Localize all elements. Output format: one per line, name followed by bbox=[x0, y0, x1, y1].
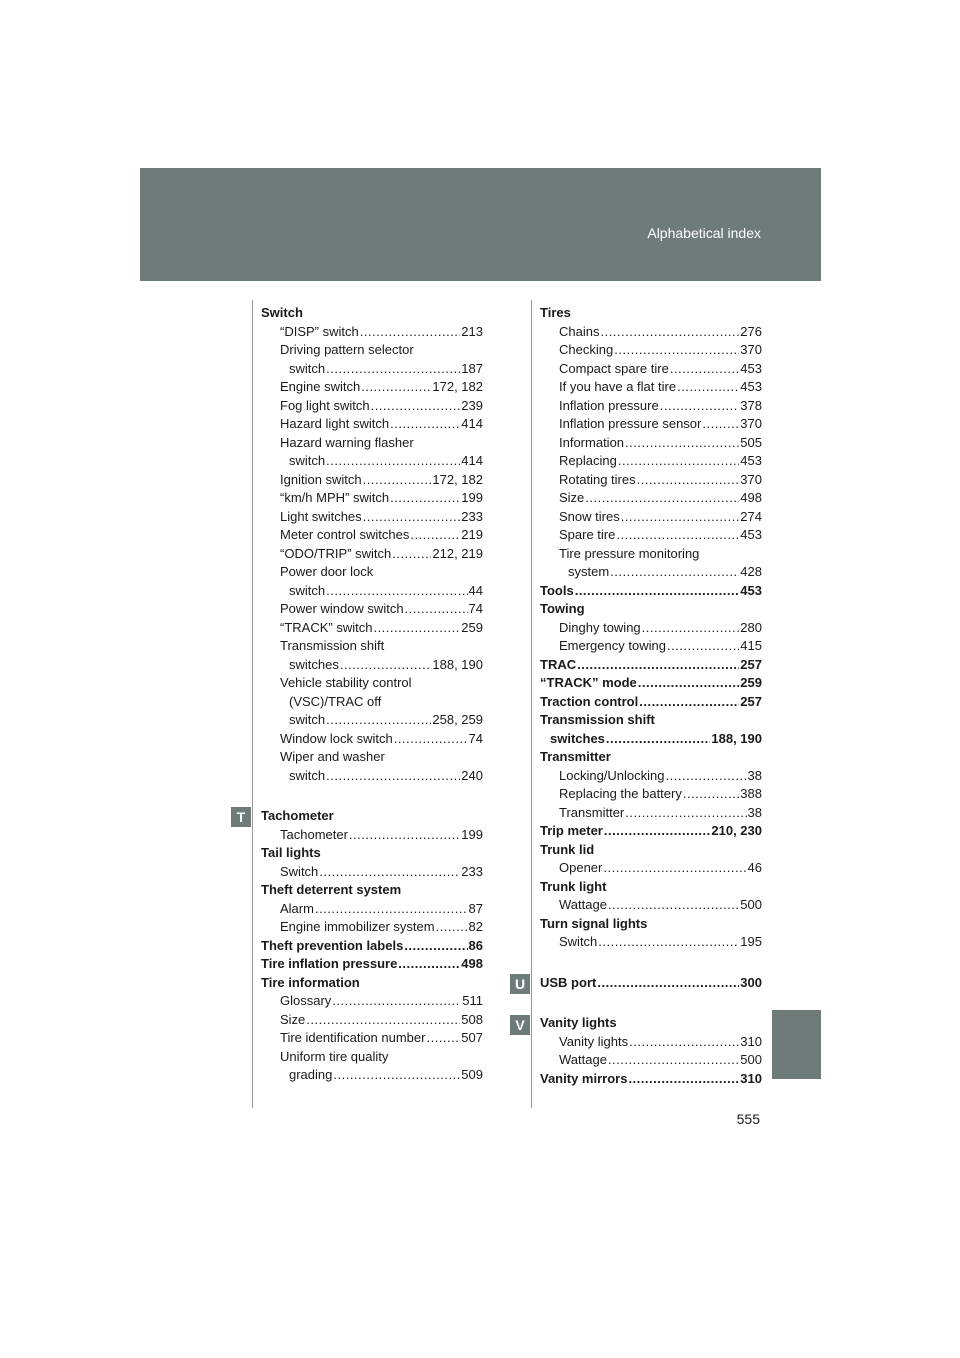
index-entry bbox=[261, 1048, 483, 1067]
dot-leader bbox=[629, 1033, 739, 1052]
index-entry-label: Snow tires bbox=[559, 508, 620, 524]
index-entry-label: “DISP” switch bbox=[280, 323, 359, 339]
index-entry bbox=[261, 674, 483, 693]
dot-leader bbox=[326, 582, 467, 601]
index-entry-label: Alarm bbox=[280, 900, 314, 916]
index-entry-label: Tire identification number bbox=[280, 1030, 426, 1045]
dot-leader bbox=[577, 656, 739, 675]
dot-leader bbox=[628, 1070, 739, 1089]
index-entry-label: Trip meter bbox=[540, 823, 603, 838]
index-entry bbox=[261, 619, 483, 638]
index-entry-label: Wattage bbox=[559, 897, 607, 912]
index-entry-page: 500 bbox=[740, 897, 762, 912]
dot-leader bbox=[575, 582, 740, 601]
index-entry-label: Window lock switch bbox=[280, 730, 393, 746]
letter-marker-t: T bbox=[231, 807, 251, 827]
index-entry-label: Hazard warning flasher bbox=[280, 434, 414, 450]
index-entry-label: Tail lights bbox=[261, 845, 321, 860]
index-entry bbox=[261, 844, 483, 863]
dot-leader bbox=[436, 918, 468, 937]
index-entry-page: 453 bbox=[740, 582, 762, 598]
dot-leader bbox=[373, 619, 460, 638]
index-entry bbox=[540, 915, 762, 934]
dot-leader bbox=[642, 619, 740, 638]
index-entry bbox=[261, 992, 483, 1011]
index-entry bbox=[261, 489, 483, 508]
index-entry-label: Switch bbox=[261, 305, 303, 320]
index-entry bbox=[540, 452, 762, 471]
index-entry-label: Replacing bbox=[559, 453, 617, 468]
dot-leader bbox=[410, 526, 460, 545]
index-entry-page: 274 bbox=[740, 508, 762, 524]
dot-leader bbox=[625, 804, 746, 823]
index-entry-label: Emergency towing bbox=[559, 638, 666, 653]
index-entry bbox=[261, 863, 483, 882]
dot-leader bbox=[405, 600, 468, 619]
index-entry-label: Theft prevention labels bbox=[261, 937, 404, 953]
page-header-band bbox=[140, 168, 821, 281]
index-entry bbox=[261, 1066, 483, 1085]
index-entry bbox=[540, 822, 762, 841]
index-entry bbox=[261, 918, 483, 937]
index-entry-page: 507 bbox=[461, 1030, 483, 1045]
index-entry bbox=[261, 900, 483, 919]
index-entry-page: 44 bbox=[468, 582, 483, 598]
left-column-rule bbox=[252, 300, 253, 1108]
middle-column-rule bbox=[531, 300, 532, 1108]
dot-leader bbox=[702, 415, 739, 434]
index-entry-label: Locking/Unlocking bbox=[559, 767, 665, 783]
index-entry-label: Transmission shift bbox=[280, 638, 385, 653]
dot-leader bbox=[637, 471, 740, 490]
index-entry-label: Dinghy towing bbox=[559, 619, 641, 635]
index-entry bbox=[540, 508, 762, 527]
index-entry-label: Tires bbox=[540, 305, 571, 320]
index-entry-page: 498 bbox=[461, 956, 483, 971]
dot-leader bbox=[608, 1051, 739, 1070]
index-entry-page: 38 bbox=[747, 767, 762, 783]
dot-leader bbox=[319, 863, 460, 882]
index-entry-label: Vanity lights bbox=[540, 1015, 617, 1030]
index-entry-label: Ignition switch bbox=[280, 471, 362, 487]
index-entry-label: Tachometer bbox=[261, 808, 334, 823]
dot-leader bbox=[332, 992, 461, 1011]
index-entry-page: 240 bbox=[461, 767, 483, 783]
index-entry-page: 453 bbox=[740, 360, 762, 376]
index-entry-page: 310 bbox=[740, 1033, 762, 1049]
index-entry-label: TRAC bbox=[540, 656, 577, 672]
dot-leader bbox=[315, 900, 468, 919]
index-entry bbox=[540, 896, 762, 915]
index-entry-page: 212, 219 bbox=[432, 545, 483, 561]
index-entry-label: Transmitter bbox=[559, 804, 625, 820]
index-entry-label: Tire pressure monitoring bbox=[559, 545, 700, 561]
dot-leader bbox=[426, 1029, 460, 1048]
dot-leader bbox=[683, 785, 739, 804]
index-entry bbox=[261, 545, 483, 564]
index-entry-label: Opener bbox=[559, 860, 603, 875]
index-entry-label: Tools bbox=[540, 582, 574, 598]
index-entry-page: 280 bbox=[740, 619, 762, 635]
index-entry bbox=[540, 637, 762, 656]
index-entry bbox=[540, 619, 762, 638]
index-entry-label: switches bbox=[289, 656, 339, 672]
index-entry-label: “ODO/TRIP” switch bbox=[280, 545, 392, 561]
dot-leader bbox=[597, 974, 739, 993]
index-entry bbox=[540, 841, 762, 860]
index-entry bbox=[540, 933, 762, 952]
index-entry-label: Meter control switches bbox=[280, 527, 410, 542]
index-entry bbox=[261, 826, 483, 845]
index-entry bbox=[261, 563, 483, 582]
dot-leader bbox=[306, 1011, 460, 1030]
index-entry-label: Chains bbox=[559, 323, 600, 339]
index-entry bbox=[540, 471, 762, 490]
dot-leader bbox=[666, 767, 747, 786]
index-entry bbox=[540, 323, 762, 342]
index-entry-label: Compact spare tire bbox=[559, 360, 669, 376]
index-entry-label: Switch bbox=[559, 934, 598, 949]
index-entry-page: 453 bbox=[740, 527, 762, 542]
index-entry bbox=[261, 1029, 483, 1048]
index-entry-page: 188, 190 bbox=[432, 656, 483, 672]
index-entry bbox=[261, 471, 483, 490]
dot-leader bbox=[326, 360, 460, 379]
index-entry bbox=[261, 452, 483, 471]
index-entry-page: 257 bbox=[740, 656, 762, 672]
dot-leader bbox=[677, 378, 739, 397]
dot-leader bbox=[608, 896, 739, 915]
index-entry-label: grading bbox=[289, 1067, 333, 1082]
dot-leader bbox=[340, 656, 432, 675]
index-entry bbox=[261, 508, 483, 527]
dot-leader bbox=[404, 937, 467, 956]
dot-leader bbox=[398, 955, 460, 974]
index-entry bbox=[540, 1051, 762, 1070]
index-entry bbox=[540, 674, 762, 693]
index-entry bbox=[261, 637, 483, 656]
dot-leader bbox=[333, 1066, 460, 1085]
index-entry-page: 219 bbox=[461, 527, 483, 542]
index-entry-label: Transmission shift bbox=[540, 712, 655, 727]
dot-leader bbox=[394, 730, 468, 749]
dot-leader bbox=[660, 397, 740, 416]
index-entry-label: Vanity lights bbox=[559, 1033, 629, 1049]
letter-marker-v: V bbox=[510, 1015, 530, 1035]
index-entry bbox=[540, 415, 762, 434]
index-entry-label: Spare tire bbox=[559, 527, 616, 542]
dot-leader bbox=[360, 323, 461, 342]
index-entry-label: Transmitter bbox=[540, 749, 611, 764]
index-entry-label: Vehicle stability control bbox=[280, 675, 412, 690]
dot-leader bbox=[326, 452, 460, 471]
index-entry bbox=[540, 378, 762, 397]
index-entry-page: 239 bbox=[461, 397, 483, 413]
index-entry-label: Uniform tire quality bbox=[280, 1048, 389, 1064]
index-entry-label: Fog light switch bbox=[280, 397, 370, 413]
index-entry bbox=[540, 1014, 762, 1033]
index-entry bbox=[261, 434, 483, 453]
index-entry bbox=[540, 693, 762, 712]
index-entry bbox=[261, 656, 483, 675]
index-entry bbox=[261, 341, 483, 360]
index-entry-label: Power window switch bbox=[280, 601, 404, 616]
index-entry bbox=[261, 730, 483, 749]
index-entry-page: 453 bbox=[740, 453, 762, 468]
index-entry-page: 428 bbox=[740, 564, 762, 579]
index-entry-page: 172, 182 bbox=[432, 379, 483, 394]
index-entry-label: Engine immobilizer system bbox=[280, 919, 435, 934]
index-entry bbox=[540, 600, 762, 619]
index-entry-page: 199 bbox=[461, 826, 483, 842]
index-entry-label: switch bbox=[289, 582, 326, 598]
index-entry-page: 187 bbox=[461, 360, 483, 376]
index-column-left bbox=[261, 304, 483, 1085]
dot-leader bbox=[326, 767, 460, 786]
index-entry bbox=[540, 1070, 762, 1089]
index-entry-label: Inflation pressure sensor bbox=[559, 416, 702, 431]
letter-marker-u: U bbox=[510, 974, 530, 994]
dot-leader bbox=[361, 378, 431, 397]
dot-leader bbox=[639, 693, 739, 712]
index-entry-label: Vanity mirrors bbox=[540, 1070, 628, 1086]
page-number: 555 bbox=[736, 1111, 760, 1127]
index-entry bbox=[261, 767, 483, 786]
index-entry bbox=[540, 341, 762, 360]
index-entry-page: 414 bbox=[461, 416, 483, 431]
index-entry-page: 388 bbox=[740, 786, 762, 801]
index-entry bbox=[261, 881, 483, 900]
index-entry-label: Inflation pressure bbox=[559, 397, 659, 413]
index-entry-page: 276 bbox=[740, 323, 762, 339]
index-entry bbox=[261, 711, 483, 730]
index-entry bbox=[540, 434, 762, 453]
index-entry bbox=[540, 582, 762, 601]
index-entry-label: Power door lock bbox=[280, 564, 374, 579]
index-entry bbox=[540, 360, 762, 379]
index-entry-page: 195 bbox=[740, 934, 762, 949]
index-entry-label: switches bbox=[550, 730, 605, 746]
dot-leader bbox=[363, 471, 432, 490]
index-entry bbox=[261, 974, 483, 993]
index-entry-label: Trunk lid bbox=[540, 841, 595, 857]
index-entry-label: Light switches bbox=[280, 508, 362, 524]
index-entry bbox=[540, 1033, 762, 1052]
index-entry-label: Checking bbox=[559, 342, 614, 357]
index-entry-page: 38 bbox=[747, 804, 762, 820]
index-entry bbox=[261, 693, 483, 712]
index-entry-page: 500 bbox=[740, 1052, 762, 1067]
index-entry bbox=[261, 807, 483, 826]
index-entry-label: (VSC)/TRAC off bbox=[289, 693, 382, 709]
index-entry-page: 259 bbox=[461, 619, 483, 635]
index-entry-label: Hazard light switch bbox=[280, 416, 390, 431]
index-entry-page: 511 bbox=[462, 993, 483, 1008]
index-entry-page: 172, 182 bbox=[432, 471, 483, 487]
index-entry-label: switch bbox=[289, 767, 326, 783]
index-entry-label: “TRACK” switch bbox=[280, 619, 373, 635]
index-entry bbox=[540, 804, 762, 823]
dot-leader bbox=[638, 674, 740, 693]
index-entry-page: 46 bbox=[747, 860, 762, 875]
index-entry-page: 414 bbox=[461, 453, 483, 468]
index-entry-label: Switch bbox=[280, 863, 319, 879]
index-entry-label: Tire inflation pressure bbox=[261, 956, 398, 971]
index-entry-label: switch bbox=[289, 712, 326, 727]
dot-leader bbox=[363, 508, 461, 527]
index-entry bbox=[261, 955, 483, 974]
index-entry-page: 86 bbox=[468, 937, 483, 953]
dot-leader bbox=[618, 452, 739, 471]
dot-leader bbox=[326, 711, 431, 730]
index-entry bbox=[261, 304, 483, 323]
index-entry bbox=[261, 937, 483, 956]
dot-leader bbox=[598, 933, 739, 952]
dot-leader bbox=[585, 489, 739, 508]
dot-leader bbox=[604, 822, 711, 841]
dot-leader bbox=[616, 526, 739, 545]
index-entry-label: Engine switch bbox=[280, 379, 361, 394]
index-entry-label: Traction control bbox=[540, 693, 639, 709]
index-entry-label: Size bbox=[280, 1011, 306, 1027]
index-entry-page: 87 bbox=[468, 900, 483, 916]
index-entry bbox=[540, 767, 762, 786]
index-entry bbox=[261, 378, 483, 397]
index-entry bbox=[261, 600, 483, 619]
index-entry-label: Theft deterrent system bbox=[261, 882, 402, 897]
index-entry-page: 233 bbox=[461, 863, 483, 879]
index-entry-page: 74 bbox=[468, 601, 483, 616]
dot-leader bbox=[600, 323, 739, 342]
index-entry-label: Glossary bbox=[280, 993, 332, 1008]
index-entry-page: 370 bbox=[740, 342, 762, 357]
index-entry bbox=[261, 526, 483, 545]
index-entry-page: 82 bbox=[468, 919, 483, 934]
index-entry bbox=[540, 859, 762, 878]
index-entry bbox=[540, 730, 762, 749]
index-entry-label: Turn signal lights bbox=[540, 915, 648, 931]
index-column-right bbox=[540, 304, 762, 1088]
index-entry-page: 258, 259 bbox=[432, 712, 483, 727]
index-entry bbox=[261, 1011, 483, 1030]
index-entry bbox=[540, 489, 762, 508]
index-entry bbox=[540, 304, 762, 323]
header-title: Alphabetical index bbox=[647, 225, 761, 241]
dot-leader bbox=[390, 489, 460, 508]
dot-leader bbox=[603, 859, 746, 878]
dot-leader bbox=[606, 730, 710, 749]
index-entry bbox=[540, 785, 762, 804]
index-entry bbox=[261, 397, 483, 416]
index-entry-page: 370 bbox=[740, 471, 762, 487]
index-entry-page: 453 bbox=[740, 379, 762, 394]
index-entry-label: Rotating tires bbox=[559, 471, 636, 487]
index-entry-label: Information bbox=[559, 434, 625, 450]
index-entry-page: 508 bbox=[461, 1011, 483, 1027]
index-entry-page: 259 bbox=[740, 675, 762, 690]
index-entry-label: Towing bbox=[540, 601, 585, 616]
index-entry-page: 370 bbox=[740, 416, 762, 431]
index-entry-page: 233 bbox=[461, 508, 483, 524]
index-entry bbox=[261, 748, 483, 767]
index-entry-label: Tire information bbox=[261, 974, 360, 990]
index-entry bbox=[261, 360, 483, 379]
dot-leader bbox=[667, 637, 739, 656]
index-entry-label: Size bbox=[559, 490, 585, 505]
index-entry bbox=[261, 415, 483, 434]
index-entry-page: 505 bbox=[740, 434, 762, 450]
index-entry bbox=[540, 878, 762, 897]
index-entry-page: 199 bbox=[461, 490, 483, 505]
index-entry-page: 74 bbox=[468, 730, 483, 746]
index-entry-label: switch bbox=[289, 453, 326, 468]
index-entry bbox=[540, 563, 762, 582]
dot-leader bbox=[621, 508, 740, 527]
index-entry-label: switch bbox=[289, 360, 326, 376]
dot-leader bbox=[349, 826, 460, 845]
index-entry-page: 188, 190 bbox=[711, 730, 762, 746]
dot-leader bbox=[625, 434, 739, 453]
index-entry bbox=[261, 582, 483, 601]
index-entry-label: USB port bbox=[540, 974, 597, 990]
index-entry-page: 210, 230 bbox=[711, 823, 762, 838]
index-entry-label: Driving pattern selector bbox=[280, 342, 414, 357]
index-entry-page: 300 bbox=[740, 974, 762, 990]
index-entry-label: system bbox=[568, 564, 610, 579]
index-entry-label: Replacing the battery bbox=[559, 786, 682, 801]
index-entry-page: 415 bbox=[740, 638, 762, 653]
index-entry bbox=[540, 526, 762, 545]
index-entry-label: Trunk light bbox=[540, 878, 607, 894]
index-entry-label: Wiper and washer bbox=[280, 749, 385, 764]
index-entry-label: Tachometer bbox=[280, 826, 348, 842]
dot-leader bbox=[392, 545, 431, 564]
dot-leader bbox=[670, 360, 739, 379]
index-entry-page: 310 bbox=[740, 1070, 762, 1086]
index-entry-page: 378 bbox=[740, 397, 762, 413]
index-entry-label: If you have a flat tire bbox=[559, 379, 677, 394]
index-entry-page: 509 bbox=[461, 1067, 483, 1082]
index-entry bbox=[540, 748, 762, 767]
index-entry bbox=[540, 545, 762, 564]
index-entry bbox=[261, 323, 483, 342]
dot-leader bbox=[610, 563, 739, 582]
section-side-tab bbox=[772, 1010, 821, 1079]
index-entry-label: Wattage bbox=[559, 1052, 607, 1067]
index-entry-label: “km/h MPH” switch bbox=[280, 490, 390, 505]
dot-leader bbox=[614, 341, 739, 360]
index-entry-page: 257 bbox=[740, 693, 762, 709]
index-entry-page: 213 bbox=[461, 323, 483, 339]
index-entry bbox=[540, 656, 762, 675]
index-entry bbox=[540, 974, 762, 993]
index-entry-page: 498 bbox=[740, 490, 762, 505]
index-entry-label: “TRACK” mode bbox=[540, 675, 637, 690]
dot-leader bbox=[390, 415, 460, 434]
dot-leader bbox=[371, 397, 461, 416]
index-entry bbox=[540, 711, 762, 730]
index-entry bbox=[540, 397, 762, 416]
